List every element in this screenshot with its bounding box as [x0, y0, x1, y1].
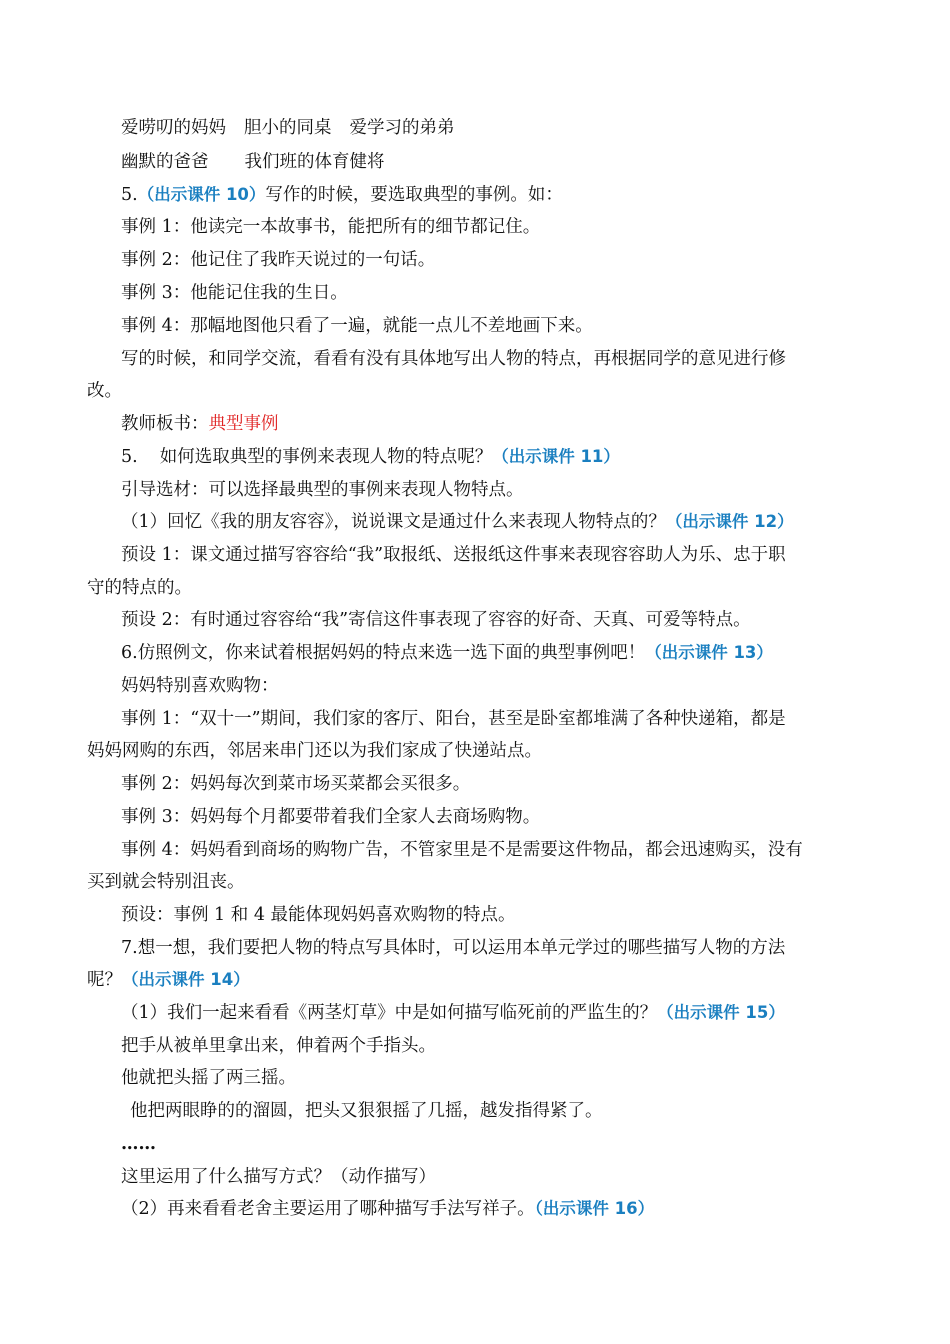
- item-number: 5.: [121, 447, 138, 467]
- line-5: 事例 2：他记住了我昨天说过的一句话。: [121, 250, 436, 270]
- line-33: 这里运用了什么描写方式？（动作描写）: [121, 1167, 436, 1187]
- line-1: [121, 116, 455, 140]
- board-note: 典型事例: [208, 414, 279, 434]
- line-29: 把手从被单里拿出来，伸着两个手指头。: [121, 1036, 436, 1056]
- line-25: 预设：事例 1 和 4 最能体现妈妈喜欢购物的特点。: [121, 905, 516, 925]
- line-3: [121, 183, 563, 207]
- line-34: [121, 1197, 654, 1221]
- text-span: 教师板书：: [121, 414, 209, 434]
- courseware-ref: （出示课件 12）: [665, 512, 794, 531]
- text-span: 6.仿照例文，你来试着根据妈妈的特点来选一选下面的典型事例吧！: [121, 643, 646, 663]
- courseware-ref: （出示课件 15）: [657, 1003, 785, 1022]
- item-number: 5.: [121, 185, 138, 205]
- text-span: 呢？: [87, 970, 122, 990]
- line-30: 他就把头摇了两三摇。: [121, 1068, 296, 1088]
- line-4: 事例 1：他读完一本故事书，能把所有的细节都记住。: [121, 217, 541, 237]
- line-31: 他把两眼睁的的溜圆，把头又狠狠摇了几摇，越发指得紧了。: [130, 1101, 603, 1121]
- line-14: 预设 1：课文通过描写容容给“我”取报纸、送报纸这件事来表现容容助人为乐、忠于职: [121, 545, 786, 565]
- text-span: 爱学习的弟弟: [349, 118, 455, 138]
- line-22: 事例 3：妈妈每个月都要带着我们全家人去商场购物。: [121, 807, 541, 827]
- courseware-ref: （出示课件 11）: [492, 447, 620, 466]
- line-17: [121, 641, 773, 665]
- line-18: 妈妈特别喜欢购物：: [121, 676, 279, 696]
- text-span: 我们班的体育健将: [244, 152, 385, 172]
- text-span: （1）回忆《我的朋友容容》，说说课文是通过什么来表现人物特点的？: [121, 512, 666, 532]
- line-12: 引导选材：可以选择最典型的事例来表现人物特点。: [121, 480, 524, 500]
- text-span: 胆小的同桌: [244, 118, 332, 138]
- line-8: 写的时候，和同学交流，看看有没有具体地写出人物的特点，再根据同学的意见进行修: [121, 349, 786, 369]
- line-16: 预设 2：有时通过容容给“我”寄信这件事表现了容容的好奇、天真、可爱等特点。: [121, 610, 751, 630]
- text-span: 幽默的爸爸: [121, 152, 209, 172]
- line-20: 妈妈网购的东西，邻居来串门还以为我们家成了快递站点。: [87, 741, 542, 761]
- line-2: [121, 150, 385, 174]
- text-span: 写作的时候，要选取典型的事例。如：: [265, 185, 563, 205]
- line-23: 事例 4：妈妈看到商场的购物广告，不管家里是不是需要这件物品，都会迅速购买，没有: [121, 840, 803, 860]
- text-span: 如何选取典型的事例来表现人物的特点呢？: [159, 447, 493, 467]
- line-6: 事例 3：他能记住我的生日。: [121, 283, 348, 303]
- text-span: 爱唠叨的妈妈: [121, 118, 226, 138]
- line-24: 买到就会特别沮丧。: [87, 872, 245, 892]
- line-7: 事例 4：那幅地图他只看了一遍，就能一点儿不差地画下来。: [121, 316, 593, 336]
- line-26: 7.想一想，我们要把人物的特点写具体时，可以运用本单元学过的哪些描写人物的方法: [121, 938, 786, 958]
- line-10: [121, 412, 279, 436]
- courseware-ref: （出示课件 14）: [122, 970, 250, 989]
- line-28: [121, 1001, 785, 1025]
- line-9: 改。: [87, 381, 122, 401]
- courseware-ref: （出示课件 13）: [645, 643, 773, 662]
- line-21: 事例 2：妈妈每次到菜市场买菜都会买很多。: [121, 774, 471, 794]
- text-span: （1）我们一起来看看《两茎灯草》中是如何描写临死前的严监生的？: [121, 1003, 658, 1023]
- line-27: [87, 968, 250, 992]
- line-19: 事例 1：“双十一”期间，我们家的客厅、阳台，甚至是卧室都堆满了各种快递箱，都是: [121, 709, 786, 729]
- courseware-ref: （出示课件 10）: [137, 185, 266, 204]
- line-13: [121, 510, 794, 534]
- line-15: 守的特点的。: [87, 578, 192, 598]
- courseware-ref: （出示课件 16）: [534, 1199, 655, 1218]
- text-span: （2）再来看看老舍主要运用了哪种描写手法写祥子。: [121, 1199, 535, 1219]
- line-32: ……: [121, 1134, 156, 1154]
- line-11: [121, 445, 620, 469]
